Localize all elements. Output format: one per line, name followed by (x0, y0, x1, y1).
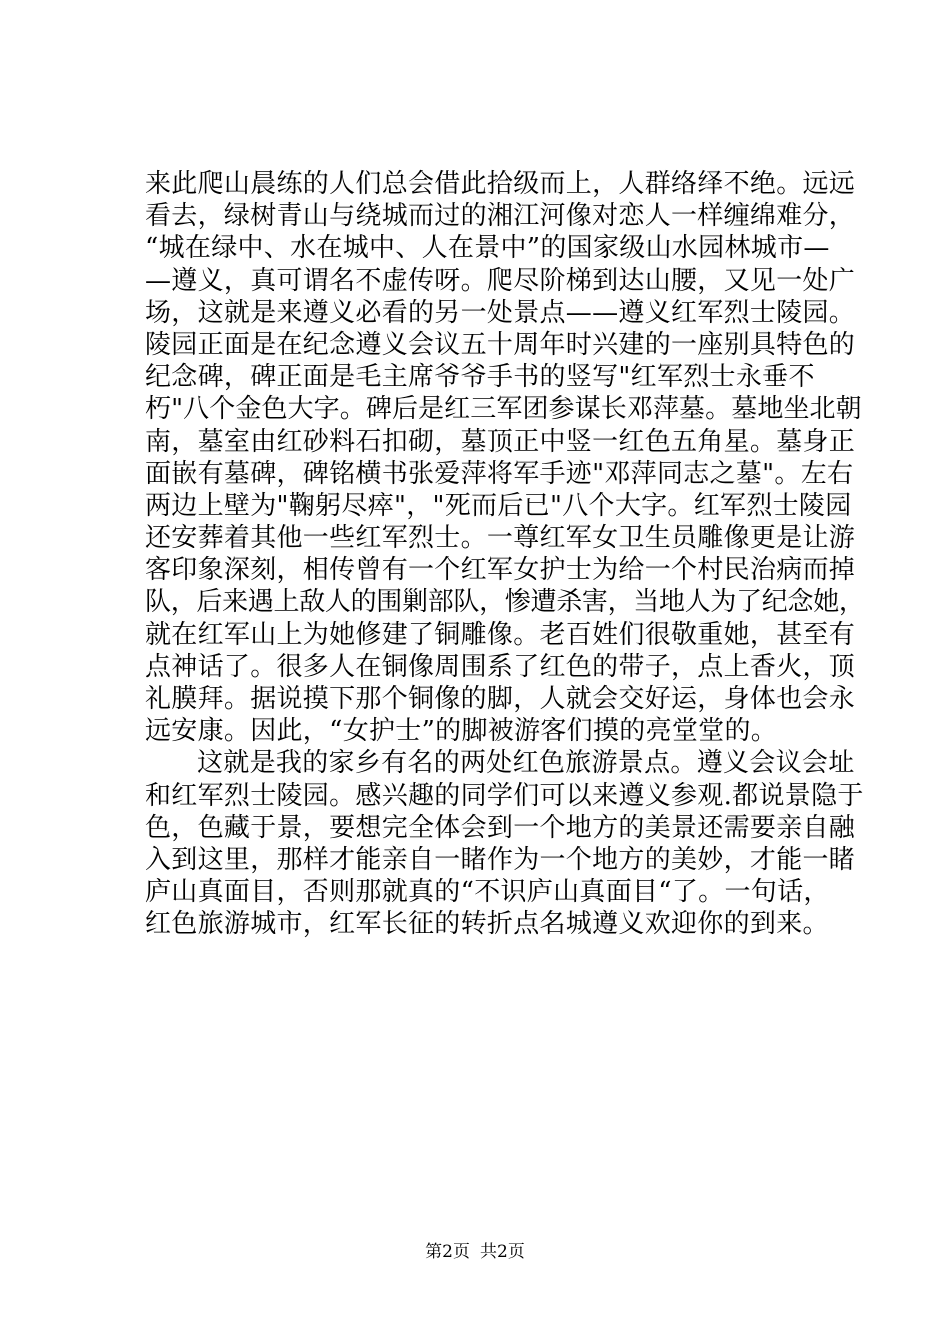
page-number: 第2页 (425, 1242, 470, 1262)
text-line: 场，这就是来遵义必看的另一处景点——遵义红军烈士陵园。 (145, 297, 856, 328)
text-line: 看去，绿树青山与绕城而过的湘江河像对恋人一样缠绵难分， (145, 201, 856, 232)
text-line: 就在红军山上为她修建了铜雕像。老百姓们很敬重她，甚至有 (145, 619, 856, 650)
page-footer (0, 1242, 950, 1262)
text-line: 礼膜拜。据说摸下那个铜像的脚，人就会交好运，身体也会永 (145, 684, 856, 714)
text-line: 客印象深刻，相传曾有一个红军女护士为给一个村民治病而掉 (145, 555, 856, 586)
text-line: 南，墓室由红砂料石扣砌，墓顶正中竖一红色五角星。墓身正 (145, 426, 856, 457)
page-total: 共2页 (480, 1242, 525, 1262)
text-line: 来此爬山晨练的人们总会借此拾级而上，人群络绎不绝。远远 (145, 169, 856, 199)
text-line: 陵园正面是在纪念遵义会议五十周年时兴建的一座别具特色的 (145, 329, 856, 360)
text-line: “城在绿中、水在城中、人在景中”的国家级山水园林城市— (145, 233, 830, 264)
text-line: 和红军烈士陵园。感兴趣的同学们可以来遵义参观.都说景隐于 (145, 780, 864, 811)
text-line: —遵义，真可谓名不虚传呀。爬尽阶梯到达山腰，又见一处广 (145, 265, 856, 296)
text-line: 朽"八个金色大字。碑后是红三军团参谋长邓萍墓。墓地坐北朝 (145, 394, 862, 425)
text-line: 入到这里，那样才能亲自一睹作为一个地方的美妙，才能一睹 (145, 844, 856, 875)
text-line: 色，色藏于景，要想完全体会到一个地方的美景还需要亲自融 (145, 812, 856, 843)
text-line: 面嵌有墓碑，碑铭横书张爱萍将军手迹"邓萍同志之墓"。左右 (145, 458, 854, 489)
text-line: 队，后来遇上敌人的围剿部队，惨遭杀害，当地人为了纪念她， (145, 587, 865, 618)
text-line: 庐山真面目，否则那就真的“不识庐山真面目“了。一句话， (145, 877, 830, 908)
text-line: 点神话了。很多人在铜像周围系了红色的带子，点上香火，顶 (145, 651, 856, 682)
text-line: 纪念碑，碑正面是毛主席爷爷手书的竖写"红军烈士永垂不 (145, 362, 815, 393)
text-line: 两边上壁为"鞠躬尽瘁"，"死而后已"八个大字。红军烈士陵园 (145, 490, 852, 521)
text-line: 还安葬着其他一些红军烈士。一尊红军女卫生员雕像更是让游 (145, 523, 856, 554)
text-line: 红色旅游城市，红军长征的转折点名城遵义欢迎你的到来。 (145, 909, 829, 940)
text-line: 远安康。因此，“女护士”的脚被游客们摸的亮堂堂的。 (145, 716, 778, 747)
document-body (145, 168, 865, 941)
paragraph-start-line: 这就是我的家乡有名的两处红色旅游景点。遵义会议会址 (197, 748, 855, 779)
